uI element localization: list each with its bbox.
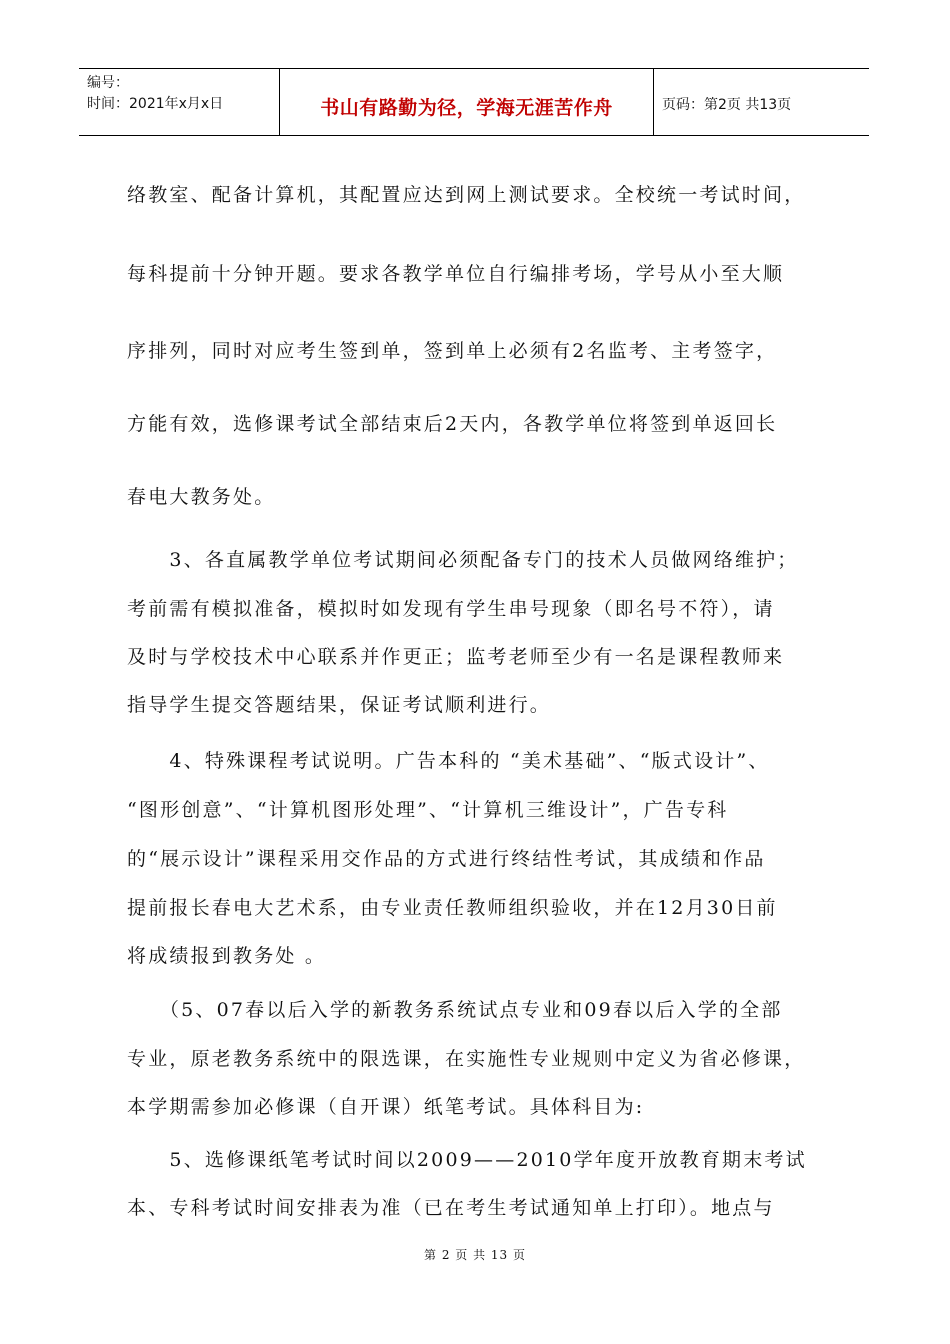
header-motto-cell — [280, 69, 654, 135]
header-page-cell — [654, 69, 869, 135]
body-line: 的“展示设计”课程采用交作品的方式进行终结性考试，其成绩和作品 — [127, 848, 766, 870]
body-line: 3、各直属教学单位考试期间必须配备专门的技术人员做网络维护； — [127, 549, 799, 571]
body-line: 专业，原老教务系统中的限选课，在实施性专业规则中定义为省必修课， — [127, 1048, 806, 1070]
body-line: 方能有效，选修课考试全部结束后2天内，各教学单位将签到单返回长 — [127, 413, 778, 435]
body-line: 络教室、配备计算机，其配置应达到网上测试要求。全校统一考试时间， — [127, 184, 806, 206]
body-line: 将成绩报到教务处 。 — [127, 945, 327, 967]
body-line: 春电大教务处。 — [127, 486, 276, 508]
body-line: 考前需有模拟准备，模拟时如发现有学生串号现象（即名号不符），请 — [127, 598, 775, 620]
page-footer: 第 2 页 共 13 页 — [424, 1248, 526, 1262]
body-line: 本学期需参加必修课（自开课）纸笔考试。具体科目为: — [127, 1096, 645, 1118]
body-line: 提前报长春电大艺术系，由专业责任教师组织验收，并在12月30日前 — [127, 897, 778, 919]
document-number-label: 编号： — [87, 75, 129, 91]
body-line: 及时与学校技术中心联系并作更正；监考老师至少有一名是课程教师来 — [127, 646, 785, 668]
body-line: “图形创意”、“计算机图形处理”、“计算机三维设计”，广告专科 — [127, 799, 729, 821]
body-line: 指导学生提交答题结果，保证考试顺利进行。 — [127, 694, 552, 716]
body-line: 每科提前十分钟开题。要求各教学单位自行编排考场，学号从小至大顺 — [127, 263, 785, 285]
header-table — [79, 68, 869, 136]
body-line: 4、特殊课程考试说明。广告本科的 “美术基础”、“版式设计”、 — [127, 750, 770, 772]
header-meta-cell — [79, 69, 280, 135]
body-line: 5、选修课纸笔考试时间以2009——2010学年度开放教育期末考试 — [127, 1149, 807, 1171]
body-line: （5、07春以后入学的新教务系统试点专业和09春以后入学的全部 — [127, 999, 783, 1021]
body-line: 本、专科考试时间安排表为准（已在考生考试通知单上打印）。地点与 — [127, 1197, 775, 1219]
body-line: 序排列，同时对应考生签到单，签到单上必须有2名监考、主考签字， — [127, 340, 778, 362]
header-motto: 书山有路勤为径，学海无涯苦作舟 — [320, 97, 613, 119]
document-time-label: 时间：2021年x月x日 — [87, 96, 224, 112]
header-page-info: 页码：第2页 共13页 — [662, 97, 792, 113]
